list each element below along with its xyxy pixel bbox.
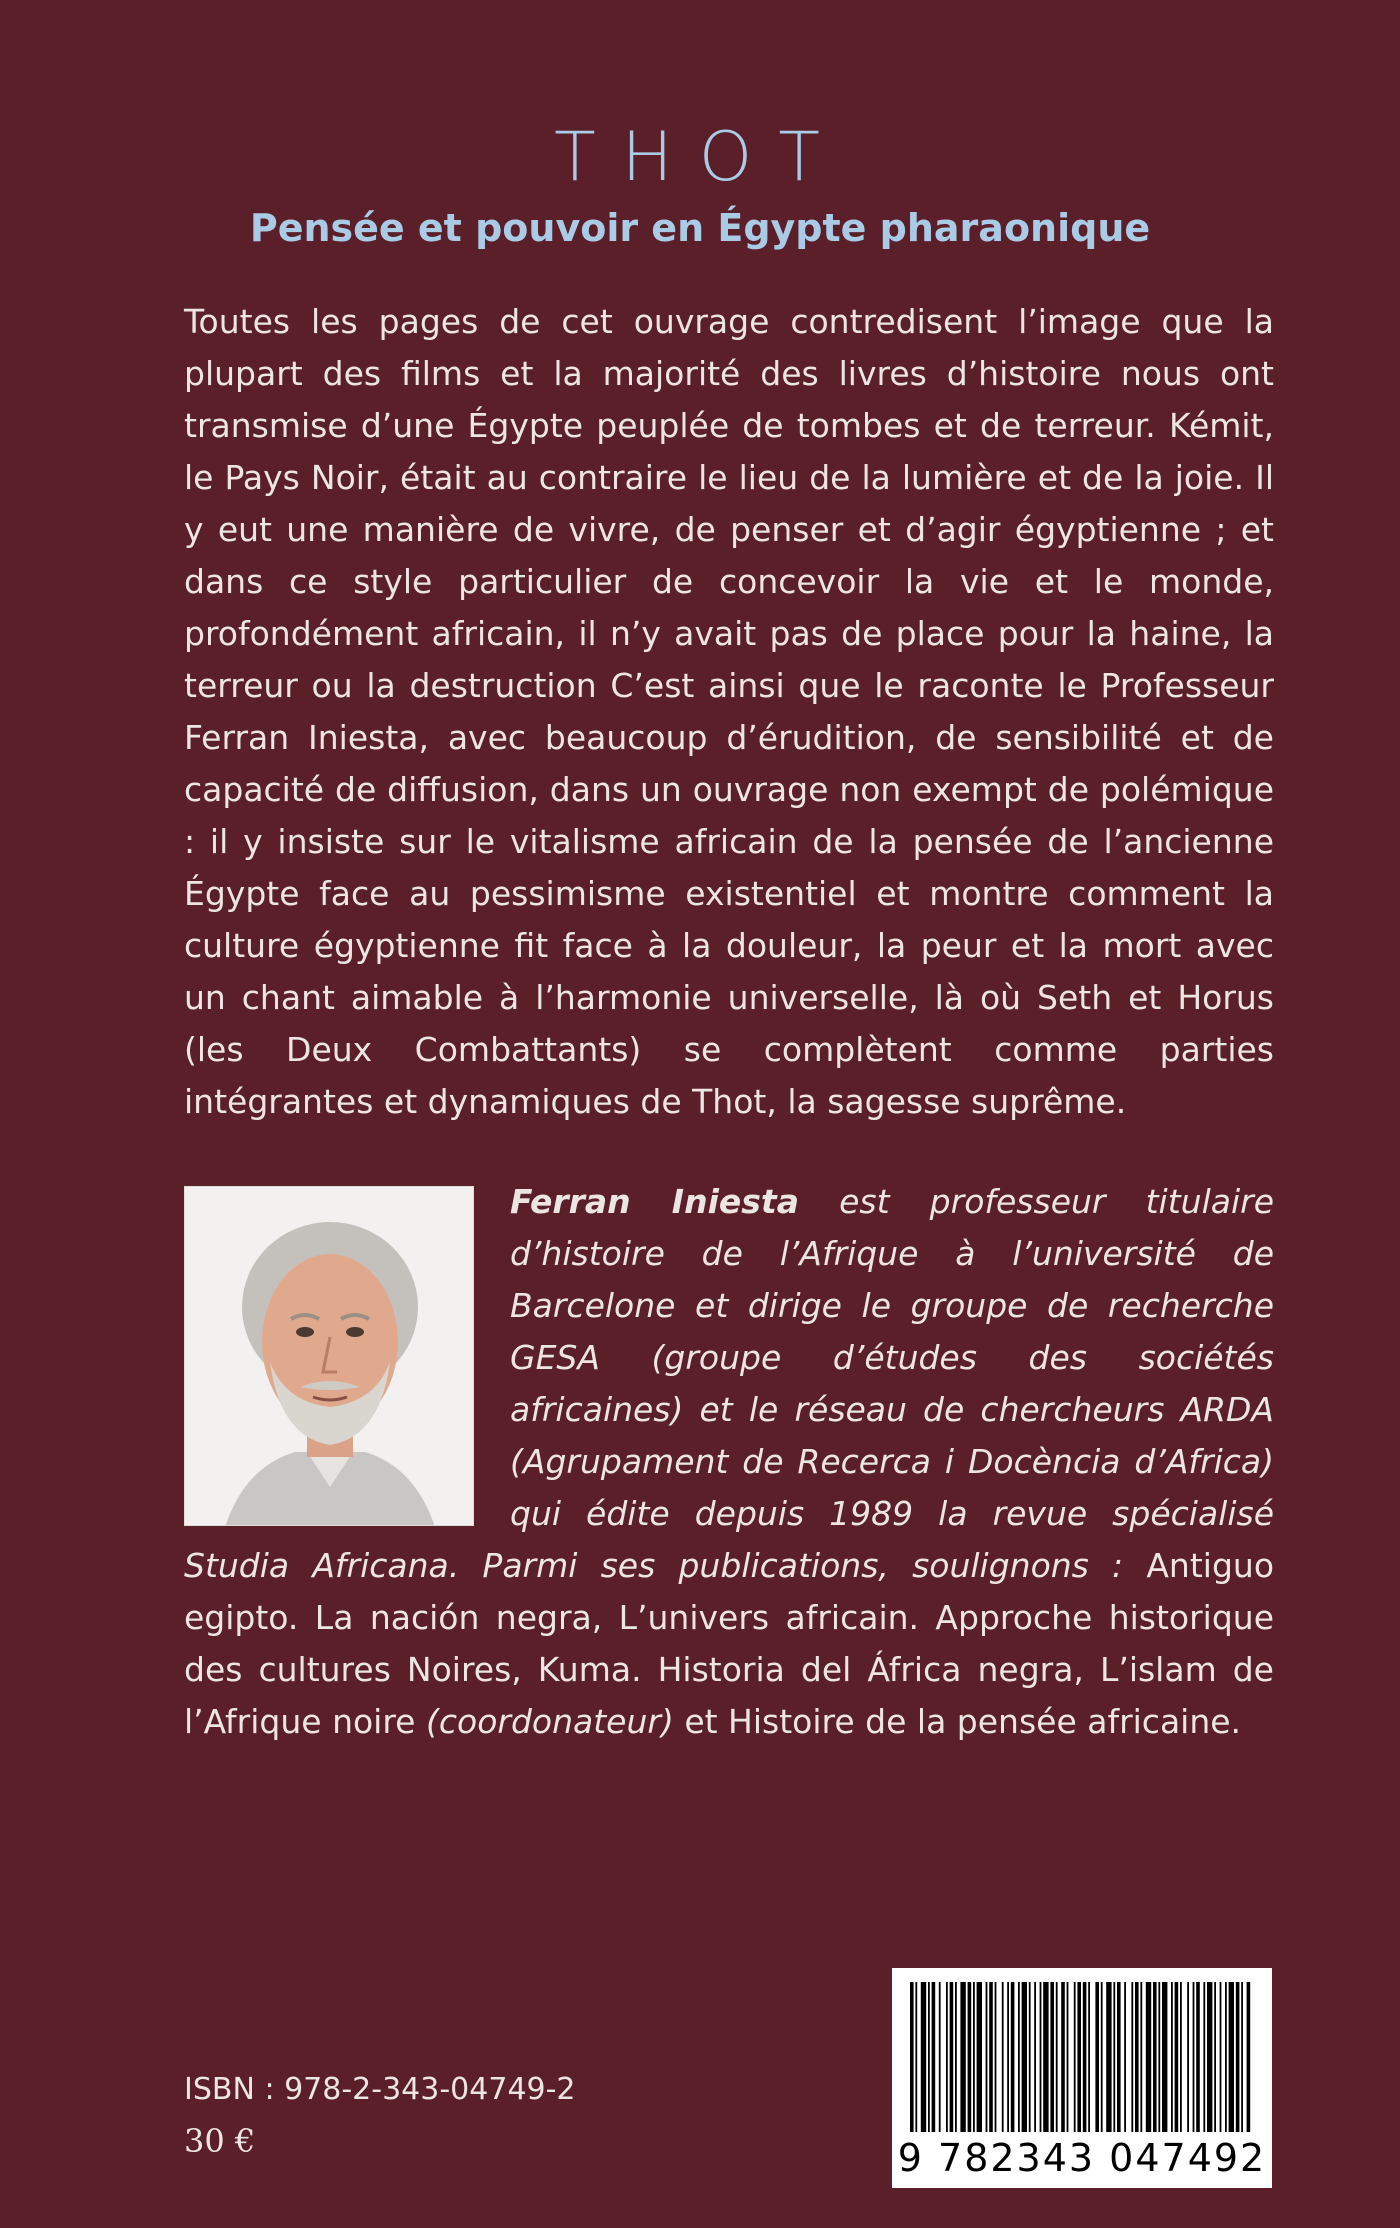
barcode-bar xyxy=(1247,1982,1251,2132)
barcode-bar xyxy=(1067,1982,1069,2132)
barcode-bar xyxy=(1106,1982,1111,2132)
barcode-bar xyxy=(1011,1982,1015,2132)
barcode-bar xyxy=(986,1982,988,2132)
barcode-bar xyxy=(1193,1982,1195,2132)
barcode-bar xyxy=(995,1982,997,2132)
bio-tail: et Histoire de la pensée africaine. xyxy=(673,1702,1242,1741)
back-cover-blurb: Toutes les pages de cet ouvrage contredisent l’image que la plupart des films et la majorité des livres d’histoire nous ont transmise d’une Égypte peuplée de tombes et de terreur. Kémit, le Pays Noir, était au contraire le lieu de la lumière et de la joie. Il y eut une manière de vivre, de penser et d’agir égyptienne ; et dans ce style particulier de concevoir la vie et le monde, profondément africain, il n’y avait pas de place pour la haine, la terreur ou la destruction C’est ainsi que le raconte le Professeur Ferran Iniesta, avec beaucoup d’érudition, de sensibilité et de capacité de diffusion, dans un ouvrage non exempt de polémique : il y insiste sur le vitalisme africain de la pensée de l’ancienne Égypte face au pessimisme existentiel et montre comment la culture égyptienne fit face à la douleur, la peur et la mort avec un chant aimable à l’harmonie universelle, là où Seth et Horus (les Deux Combattants) se complètent comme parties intégrantes et dynamiques de Thot, la sagesse suprême. xyxy=(184,302,1274,1121)
barcode-bar xyxy=(968,1982,972,2132)
barcode-bar xyxy=(1171,1982,1173,2132)
bio-coord: (coordonateur) xyxy=(425,1702,674,1741)
barcode-bar xyxy=(1095,1982,1099,2132)
barcode-bar xyxy=(1135,1982,1139,2132)
barcode-bar xyxy=(1043,1982,1048,2132)
author-name: Ferran Iniesta xyxy=(510,1182,799,1221)
barcode-bar xyxy=(1158,1982,1160,2132)
barcode-bar xyxy=(1050,1982,1054,2132)
barcode-bar xyxy=(1131,1982,1133,2132)
barcode-bar xyxy=(1236,1982,1240,2132)
barcode-bar xyxy=(1214,1982,1216,2132)
price-label: 30 € xyxy=(184,2122,256,2160)
barcode-bar xyxy=(1022,1982,1027,2132)
barcode-bar xyxy=(977,1982,982,2132)
barcode-bar xyxy=(1220,1982,1222,2132)
barcode-bar xyxy=(950,1982,954,2132)
barcode-bar xyxy=(1196,1982,1200,2132)
barcode-bar xyxy=(1083,1982,1087,2132)
barcode-bar xyxy=(939,1982,941,2132)
barcode-bar xyxy=(1203,1982,1205,2132)
barcode-bar xyxy=(960,1982,965,2132)
barcode-bar xyxy=(921,1982,926,2132)
barcode-bars xyxy=(906,1982,1258,2132)
book-title: THOT xyxy=(554,118,846,197)
isbn-label: ISBN : 978-2-343-04749-2 xyxy=(184,2072,576,2107)
barcode-bar xyxy=(1034,1982,1036,2132)
barcode-bar xyxy=(1187,1982,1189,2132)
barcode-bar xyxy=(1007,1982,1009,2132)
barcode-bar xyxy=(915,1982,917,2132)
barcode-bar xyxy=(1153,1982,1157,2132)
bio-works: Antiguo egipto. La nación negra, L’univers africain. Approche historique des cultures Noires, Kuma. Historia del África negra, L’islam de l’Afrique noire xyxy=(184,1546,1275,1741)
barcode-bar xyxy=(1056,1982,1058,2132)
barcode-bar xyxy=(1207,1982,1212,2132)
barcode-bar xyxy=(932,1982,936,2132)
barcode-bar xyxy=(928,1982,930,2132)
barcode-bar xyxy=(910,1982,914,2132)
barcode-bar xyxy=(1117,1982,1121,2132)
barcode-bar xyxy=(989,1982,993,2132)
author-photo xyxy=(184,1186,474,1526)
author-bio xyxy=(184,1176,1274,1748)
barcode-bar xyxy=(1088,1982,1090,2132)
barcode xyxy=(892,1968,1272,2188)
barcode-bar xyxy=(1061,1982,1065,2132)
barcode-bar xyxy=(1077,1982,1081,2132)
barcode-number: 9 782343 047492 xyxy=(897,2136,1267,2180)
barcode-bar xyxy=(1140,1982,1142,2132)
barcode-bar xyxy=(1229,1982,1234,2132)
barcode-bar xyxy=(1018,1982,1020,2132)
barcode-bar xyxy=(1113,1982,1115,2132)
barcode-bar xyxy=(1101,1982,1103,2132)
barcode-bar xyxy=(1146,1982,1151,2132)
barcode-bar xyxy=(1180,1982,1182,2132)
bio-text: est professeur titulaire d’histoire de l’Afrique à l’université de Barcelone et dirige le groupe de recherche GESA (groupe d’études des sociétés africaines) et le réseau de chercheurs ARDA (Agrupament de Recerca i Docència d’Africa) qui édite depuis 1989 la revue spécialisé Studia Africana. Parmi ses publications, soulignons : xyxy=(184,1182,1275,1585)
book-subtitle: Pensée et pouvoir en Égypte pharaonique xyxy=(249,206,1151,250)
barcode-bar xyxy=(1162,1982,1167,2132)
barcode-bar xyxy=(1175,1982,1179,2132)
barcode-bar xyxy=(1225,1982,1227,2132)
barcode-bar xyxy=(1241,1982,1243,2132)
barcode-bar xyxy=(1002,1982,1004,2132)
barcode-bar xyxy=(955,1982,957,2132)
barcode-bar xyxy=(946,1982,948,2132)
barcode-bar xyxy=(1074,1982,1076,2132)
barcode-bar xyxy=(1029,1982,1031,2132)
barcode-bar xyxy=(1040,1982,1042,2132)
barcode-bar xyxy=(1124,1982,1126,2132)
barcode-bar xyxy=(973,1982,975,2132)
